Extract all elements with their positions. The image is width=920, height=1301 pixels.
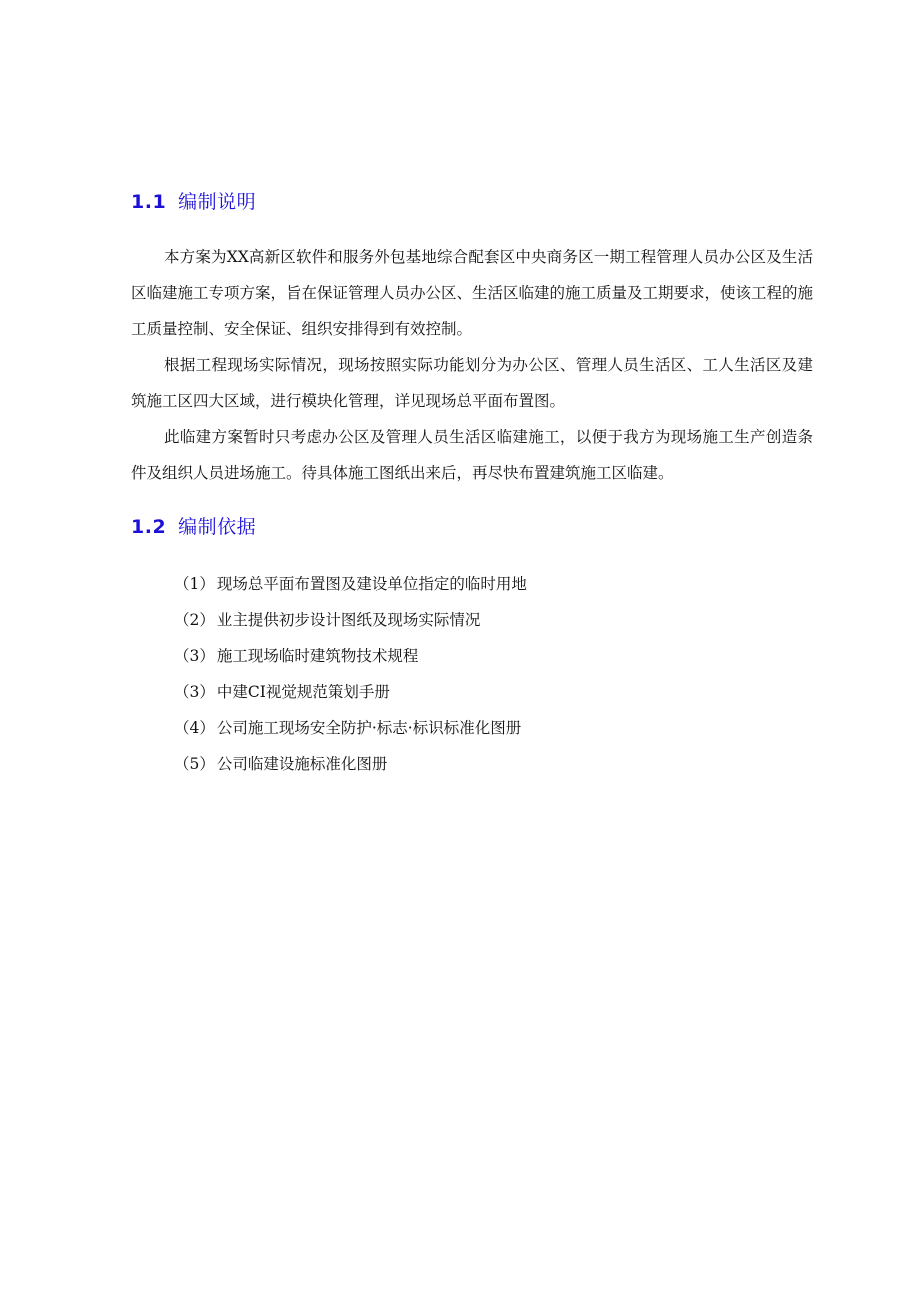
list-marker: （2）	[174, 611, 215, 629]
list-item	[174, 746, 527, 782]
section-title: 编制说明	[178, 191, 257, 213]
section-number: 1.2	[131, 516, 167, 538]
section-heading-1-2	[131, 512, 256, 539]
list-item-text: 施工现场临时建筑物技术规程	[216, 647, 419, 665]
list-item-text: 业主提供初步设计图纸及现场实际情况	[216, 611, 481, 629]
list-item-text: 现场总平面布置图及建设单位指定的临时用地	[216, 575, 527, 593]
list-item	[174, 638, 527, 674]
paragraph-2: 根据工程现场实际情况，现场按照实际功能划分为办公区、管理人员生活区、工人生活区及建筑施工区四大区域，进行模块化管理，详见现场总平面布置图。	[131, 356, 813, 410]
list-marker: （4）	[174, 719, 215, 737]
list-item	[174, 566, 527, 602]
paragraph-1: 本方案为XX高新区软件和服务外包基地综合配套区中央商务区一期工程管理人员办公区及生活区临建施工专项方案，旨在保证管理人员办公区、生活区临建的施工质量及工期要求，使该工程的施工质量控制、安全保证、组织安排得到有效控制。	[131, 248, 814, 338]
list-marker: （5）	[174, 755, 215, 773]
section-number: 1.1	[131, 191, 167, 213]
list-item	[174, 674, 527, 710]
list-marker: （3）	[174, 647, 215, 665]
list-item	[174, 602, 527, 638]
section-1-1-body	[131, 239, 813, 491]
list-item-text: 公司临建设施标准化图册	[216, 755, 388, 773]
list-item-text: 中建CI视觉规范策划手册	[216, 683, 390, 701]
list-item-text: 公司施工现场安全防护·标志·标识标准化图册	[216, 719, 522, 737]
list-marker: （1）	[174, 575, 215, 593]
list-marker: （3）	[174, 683, 215, 701]
list-item	[174, 710, 527, 746]
section-heading-1-1	[131, 187, 256, 214]
section-title: 编制依据	[178, 516, 257, 538]
paragraph-3: 此临建方案暂时只考虑办公区及管理人员生活区临建施工，以便于我方为现场施工生产创造条件及组织人员进场施工。待具体施工图纸出来后，再尽快布置建筑施工区临建。	[131, 428, 813, 482]
basis-list	[174, 566, 527, 782]
